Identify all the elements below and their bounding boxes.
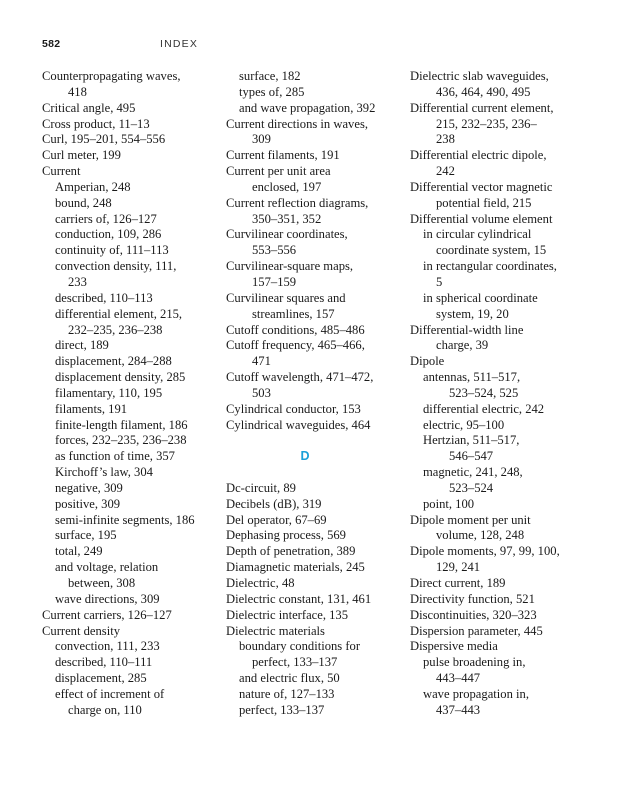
index-entry: Depth of penetration, 389 [226, 544, 356, 559]
index-subentry: 233 [68, 274, 87, 289]
index-subentry: enclosed, 197 [252, 179, 322, 194]
index-subentry: and voltage, relation [55, 560, 159, 575]
index-subentry: 418 [68, 84, 87, 99]
index-subentry: as function of time, 357 [55, 449, 175, 464]
index-entry: Curvilinear-square maps, [226, 259, 354, 274]
index-entry: Current carriers, 126–127 [42, 607, 172, 622]
index-subentry: semi-infinite segments, 186 [55, 512, 195, 527]
index-subentry: point, 100 [423, 496, 475, 511]
index-subentry: effect of increment of [55, 686, 165, 701]
index-entry: Current per unit area [226, 164, 331, 179]
index-subentry: continuity of, 111–113 [55, 243, 169, 258]
index-subentry: Amperian, 248 [55, 179, 131, 194]
index-subentry: 523–524, 525 [449, 385, 519, 400]
index-subentry: coordinate system, 15 [436, 243, 547, 258]
index-subentry: forces, 232–235, 236–238 [55, 433, 187, 448]
index-entry: Dc-circuit, 89 [226, 480, 296, 495]
index-subentry: and electric flux, 50 [239, 671, 340, 686]
index-entry: Current directions in waves, [226, 116, 368, 131]
index-subentry: differential electric, 242 [423, 401, 545, 416]
index-subentry: wave propagation in, [423, 686, 529, 701]
index-entry: Decibels (dB), 319 [226, 496, 322, 511]
index-subentry: 546–547 [449, 449, 494, 464]
index-column-1 [42, 69, 232, 719]
index-subentry: carriers of, 126–127 [55, 211, 157, 226]
index-subentry: 157–159 [252, 274, 297, 289]
index-subentry: total, 249 [55, 544, 103, 559]
index-subentry: 350–351, 352 [252, 211, 322, 226]
index-subentry: potential field, 215 [436, 195, 532, 210]
index-subentry: 471 [252, 354, 271, 369]
index-subentry: 129, 241 [436, 560, 481, 575]
index-subentry: described, 110–111 [55, 655, 153, 670]
section-letter-heading: D [300, 449, 310, 464]
index-entry: Cylindrical waveguides, 464 [226, 417, 371, 432]
index-entry: Cross product, 11–13 [42, 116, 150, 131]
index-entry: Differential volume element [410, 211, 553, 226]
index-subentry: between, 308 [68, 576, 136, 590]
index-entry: Current [42, 164, 81, 179]
index-column-2 [226, 69, 416, 719]
index-entry: Curvilinear squares and [226, 290, 346, 305]
index-entry: Directivity function, 521 [410, 591, 535, 606]
index-entry: Differential electric dipole, [410, 148, 547, 163]
index-subentry: bound, 248 [55, 195, 112, 210]
index-subentry: 436, 464, 490, 495 [436, 84, 531, 99]
index-entry: Curl, 195–201, 554–556 [42, 132, 166, 147]
index-subentry: boundary conditions for [239, 639, 361, 654]
index-subentry: charge on, 110 [68, 702, 142, 717]
index-subentry: convection density, 111, [55, 259, 177, 274]
index-subentry: described, 110–113 [55, 290, 153, 305]
index-subentry: perfect, 133–137 [239, 702, 325, 717]
index-subentry: 523–524 [449, 480, 494, 495]
index-entry: Differential-width line [410, 322, 524, 337]
running-head: INDEX [160, 38, 199, 50]
index-column-3 [410, 69, 600, 719]
index-entry: Discontinuities, 320–323 [410, 607, 537, 622]
index-entry: Diamagnetic materials, 245 [226, 560, 365, 575]
index-entry: Cylindrical conductor, 153 [226, 401, 361, 416]
index-subentry: in spherical coordinate [423, 290, 538, 305]
index-entry: Dipole moments, 97, 99, 100, [410, 544, 560, 559]
index-subentry: 242 [436, 164, 455, 179]
index-entry: Cutoff wavelength, 471–472, [226, 370, 374, 385]
index-subentry: Kirchoff’s law, 304 [55, 465, 153, 480]
index-subentry: Hertzian, 511–517, [423, 433, 520, 448]
index-subentry: perfect, 133–137 [252, 655, 338, 670]
index-subentry: 443–447 [436, 671, 481, 686]
index-subentry: streamlines, 157 [252, 306, 335, 321]
index-subentry: 232–235, 236–238 [68, 322, 163, 337]
index-subentry: 309 [252, 132, 271, 147]
index-subentry: in circular cylindrical [423, 227, 532, 242]
index-subentry: 238 [436, 132, 455, 147]
index-entry: Dipole moment per unit [410, 512, 531, 527]
index-entry: Dielectric, 48 [226, 576, 295, 591]
index-subentry: finite-length filament, 186 [55, 417, 188, 432]
index-entry: Differential vector magnetic [410, 179, 553, 194]
index-entry: Cutoff frequency, 465–466, [226, 338, 365, 353]
index-entry: Dielectric slab waveguides, [410, 69, 549, 83]
index-entry: Direct current, 189 [410, 576, 506, 590]
index-subentry: pulse broadening in, [423, 655, 526, 670]
index-subentry: convection, 111, 233 [55, 639, 160, 654]
index-subentry: nature of, 127–133 [239, 686, 335, 701]
index-entry: Dielectric materials [226, 623, 325, 638]
index-subentry: in rectangular coordinates, [423, 259, 557, 274]
index-subentry: 437–443 [436, 702, 481, 717]
index-subentry: antennas, 511–517, [423, 370, 521, 385]
index-subentry: charge, 39 [436, 338, 489, 353]
index-subentry: direct, 189 [55, 338, 109, 353]
index-entry: Cutoff conditions, 485–486 [226, 322, 365, 337]
index-subentry: negative, 309 [55, 480, 123, 495]
index-entry: Dipole [410, 354, 445, 369]
index-subentry: surface, 195 [55, 528, 117, 543]
index-subentry: 5 [436, 274, 443, 289]
index-entry: Dielectric constant, 131, 461 [226, 591, 372, 606]
index-subentry: wave directions, 309 [55, 591, 160, 606]
index-subentry: electric, 95–100 [423, 417, 505, 432]
index-subentry: surface, 182 [239, 69, 301, 83]
index-entry: Curl meter, 199 [42, 148, 121, 163]
index-entry: Dephasing process, 569 [226, 528, 346, 543]
index-entry: Critical angle, 495 [42, 100, 136, 115]
index-entry: Del operator, 67–69 [226, 512, 327, 527]
index-entry: Dispersive media [410, 639, 498, 654]
index-subentry: displacement, 284–288 [55, 354, 172, 369]
index-subentry: displacement density, 285 [55, 370, 186, 385]
index-entry: Differential current element, [410, 100, 554, 115]
page-number: 582 [42, 38, 61, 50]
index-subentry: positive, 309 [55, 496, 121, 511]
index-subentry: volume, 128, 248 [436, 528, 525, 543]
index-subentry: filamentary, 110, 195 [55, 385, 163, 400]
index-subentry: differential element, 215, [55, 306, 183, 321]
page-header [42, 38, 602, 52]
index-subentry: system, 19, 20 [436, 306, 509, 321]
index-subentry: conduction, 109, 286 [55, 227, 162, 242]
index-subentry: displacement, 285 [55, 671, 147, 686]
index-subentry: types of, 285 [239, 84, 305, 99]
index-entry: Dielectric interface, 135 [226, 607, 349, 622]
index-entry: Dispersion parameter, 445 [410, 623, 543, 638]
index-entry: Current reflection diagrams, [226, 195, 369, 210]
index-subentry: filaments, 191 [55, 401, 128, 416]
index-subentry: 503 [252, 385, 271, 400]
index-subentry: and wave propagation, 392 [239, 100, 376, 115]
index-entry: Current density [42, 623, 120, 638]
index-subentry: 215, 232–235, 236– [436, 116, 537, 131]
index-entry: Current filaments, 191 [226, 148, 340, 163]
index-subentry: 553–556 [252, 243, 297, 258]
index-subentry: magnetic, 241, 248, [423, 465, 523, 480]
index-entry: Counterpropagating waves, [42, 69, 181, 83]
index-entry: Curvilinear coordinates, [226, 227, 348, 242]
